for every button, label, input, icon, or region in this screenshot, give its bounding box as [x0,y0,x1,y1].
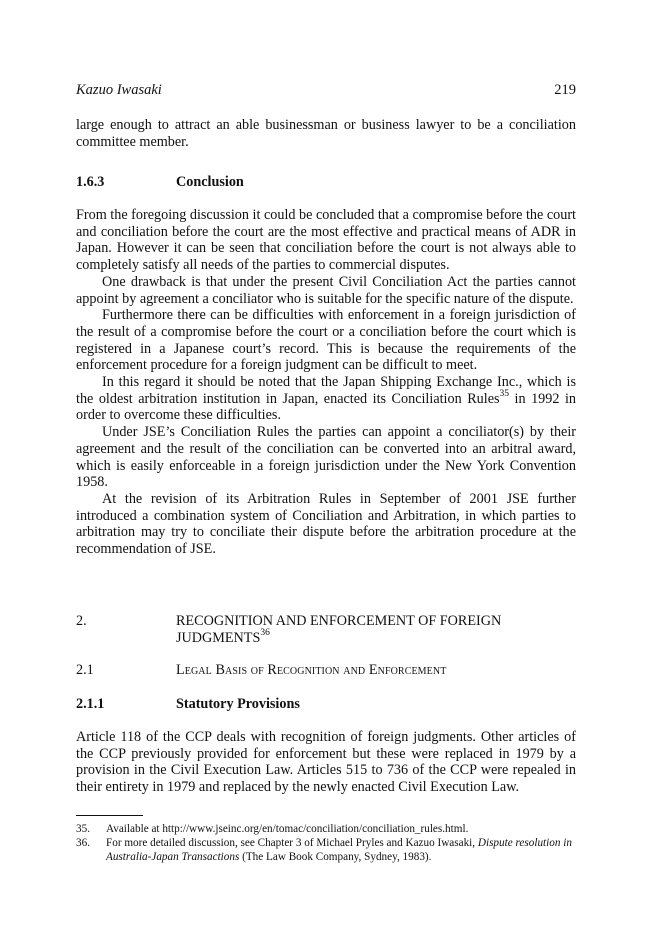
section-title: Legal Basis of Recognition and Enforcement [176,662,447,678]
paragraph: From the foregoing discussion it could be concluded that a compromise before the court and conciliation before the court are the most effective and practical means of ADR in Japan. However it can be seen that conciliation before the court is not always able to completely satisfy all needs of the parties to commercial disputes. [76,207,576,274]
section-heading-2 [76,613,576,647]
running-head-author: Kazuo Iwasaki [76,82,162,98]
section-heading-2-1-1 [76,696,576,713]
paragraph: One drawback is that under the present Civil Conciliation Act the parties cannot appoint by agreement a conciliator who is suitable for the specific nature of the dispute. [76,273,576,307]
paragraph-text: in 1992 in order to overcome these difficulties. [76,390,576,424]
running-header [76,82,576,99]
footnote-35 [76,822,576,836]
footnotes [76,822,576,864]
section-title: Statutory Provisions [176,696,300,712]
paragraph-text: In this regard it should be noted that the Japan Shipping Exchange Inc., which is the oldest arbitration institution in Japan, enacted its Conciliation Rules [76,374,576,407]
statutory-provisions-body [76,729,576,796]
paragraph-with-footnote-35 [76,374,576,424]
page-number: 219 [554,82,576,98]
paragraph: Furthermore there can be difficulties with enforcement in a foreign jurisdiction of the result of a compromise before the court or a conciliation before the court which is registered in a Japanese court’s record. This is because the requirements of the enforcement procedure for a foreign judgment can be difficult to meet. [76,307,576,374]
paragraph: Under JSE’s Conciliation Rules the parties can appoint a conciliator(s) by their agreement and the result of the conciliation can be converted into an arbitral award, which is easily enforceable in a foreign jurisdiction under the New York Convention 1958. [76,424,576,491]
footnote-ref-35: 35 [499,389,510,399]
footnote-divider [76,815,143,816]
section-number: 2.1.1 [76,696,105,712]
paragraph: Article 118 of the CCP deals with recognition of foreign judgments. Other articles of the CCP previously provided for enforcement but these were replaced in 1979 by a provision in the Civil Execution Law. Articles 515 to 736 of the CCP were repealed in their entirety in 1979 and replaced by the newly enacted Civil Execution Law. [76,729,576,796]
section-heading-2-1 [76,662,576,679]
footnote-text-part: (The Law Book Company, Sydney, 1983). [239,851,432,863]
footnote-number: 36. [76,837,90,849]
section-heading-1-6-3 [76,174,576,191]
section-title-line: JUDGMENTS [176,630,261,646]
footnote-text-part: For more detailed discussion, see Chapter 3 of Michael Pryles and Kazuo Iwasaki, [106,837,478,849]
opening-paragraph-block [76,117,576,150]
section-title [176,613,576,647]
footnote-ref-36: 36 [260,628,270,639]
footnote-number: 35. [76,823,90,835]
footnote-book-title: Dispute resolution in Australia-Japan Transactions [106,837,572,863]
footnote-text: Available at http://www.jseinc.org/en/tomac/conciliation/conciliation_rules.html. [106,823,469,835]
opening-paragraph: large enough to attract an able businessman or business lawyer to be a conciliation committee member. [76,117,576,150]
paragraph: At the revision of its Arbitration Rules in September of 2001 JSE further introduced a combination system of Conciliation and Arbitration, in which parties to arbitration may try to conciliate their dispute before the arbitration procedure at the recommendation of JSE. [76,490,576,558]
section-number: 2.1 [76,662,94,678]
footnote-36 [76,836,576,864]
section-number: 2. [76,613,87,629]
conclusion-body [76,207,576,558]
section-title-line: RECOGNITION AND ENFORCEMENT OF FOREIGN [176,613,502,629]
section-number: 1.6.3 [76,174,105,190]
section-title: Conclusion [176,174,244,190]
footnote-text [106,836,576,864]
